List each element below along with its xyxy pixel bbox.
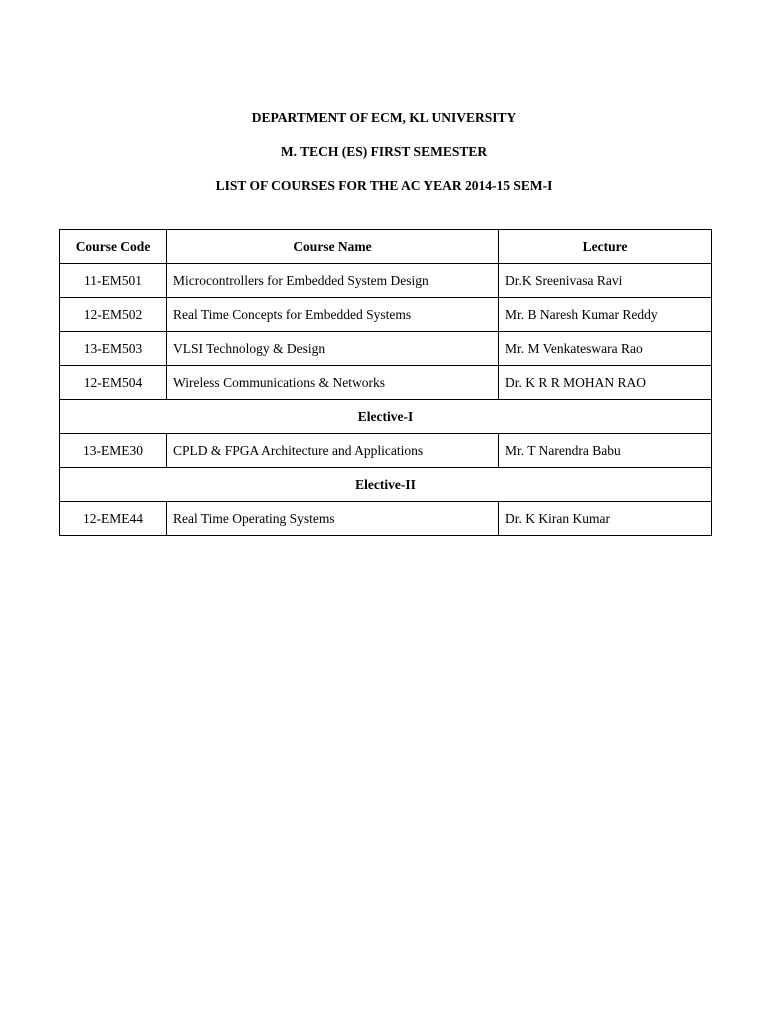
table-row [60, 298, 712, 332]
column-header-lecture: Lecture [499, 230, 712, 264]
course-code-cell: 12-EME44 [60, 502, 167, 536]
course-name-cell: Real Time Operating Systems [167, 502, 499, 536]
lecturer-cell: Dr.K Sreenivasa Ravi [499, 264, 712, 298]
lecturer-cell: Mr. B Naresh Kumar Reddy [499, 298, 712, 332]
column-header-course-name: Course Name [167, 230, 499, 264]
course-name-cell: Microcontrollers for Embedded System Design [167, 264, 499, 298]
table-row [60, 332, 712, 366]
course-name-cell: VLSI Technology & Design [167, 332, 499, 366]
course-code-cell: 12-EM502 [60, 298, 167, 332]
column-header-course-code: Course Code [60, 230, 167, 264]
course-code-cell: 13-EME30 [60, 434, 167, 468]
section-row-elective-2 [60, 468, 712, 502]
table-row [60, 502, 712, 536]
course-name-cell: CPLD & FPGA Architecture and Applications [167, 434, 499, 468]
table-row [60, 434, 712, 468]
course-name-cell: Wireless Communications & Networks [167, 366, 499, 400]
course-code-cell: 13-EM503 [60, 332, 167, 366]
course-code-cell: 11-EM501 [60, 264, 167, 298]
department-title: DEPARTMENT OF ECM, KL UNIVERSITY [251, 110, 517, 125]
table-row [60, 366, 712, 400]
elective-1-title: Elective-I [60, 400, 712, 434]
table-row [60, 264, 712, 298]
lecturer-cell: Dr. K R R MOHAN RAO [499, 366, 712, 400]
table-header-row [60, 230, 712, 264]
course-table [59, 229, 712, 536]
course-list-title: LIST OF COURSES FOR THE AC YEAR 2014-15 SEM-I [215, 178, 553, 193]
lecturer-cell: Mr. M Venkateswara Rao [499, 332, 712, 366]
lecturer-cell: Dr. K Kiran Kumar [499, 502, 712, 536]
course-code-cell: 12-EM504 [60, 366, 167, 400]
program-title: M. TECH (ES) FIRST SEMESTER [280, 144, 488, 159]
lecturer-cell: Mr. T Narendra Babu [499, 434, 712, 468]
section-row-elective-1 [60, 400, 712, 434]
course-name-cell: Real Time Concepts for Embedded Systems [167, 298, 499, 332]
elective-2-title: Elective-II [60, 468, 712, 502]
